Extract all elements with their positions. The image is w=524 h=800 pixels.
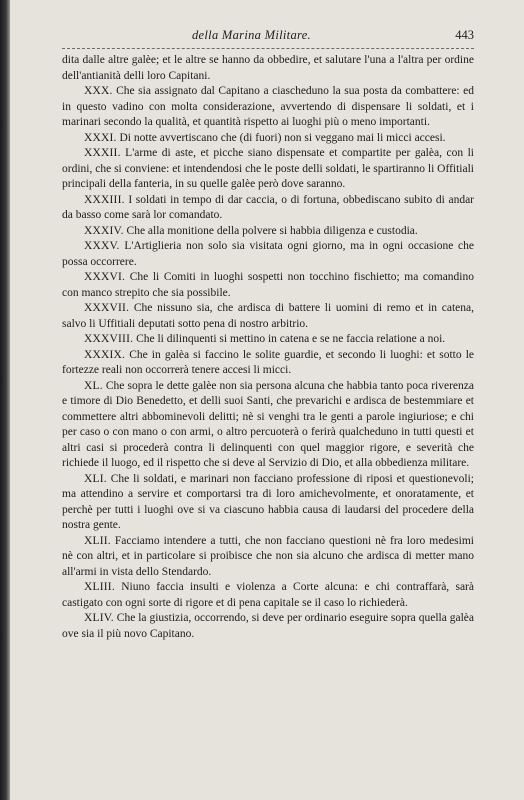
header-rule [62, 48, 474, 49]
article-number: XXXIII. [84, 193, 125, 206]
paragraph [62, 332, 474, 348]
paragraph-text: I soldati in tempo di dar caccia, o di fortuna, obbediscano subito di andar da basso come sarà lor comandato. [62, 193, 474, 221]
paragraph [62, 224, 474, 240]
article-number: XXXI. [84, 131, 117, 144]
page-number: 443 [455, 28, 474, 42]
article-number: XXXIX. [84, 348, 126, 361]
paragraph-text: Che nissuno sia, che ardisca di battere li uomini di remo et in catena, salvo li Uffitiali deputati sotto pena di nostro arbitrio. [62, 302, 474, 330]
paragraph-text: Che sopra le dette galèe non sia persona alcuna che habbia tanto poca riverenza e timore di Dio Benedetto, et delli suoi Santi, che prevarichi e ardisca de bestemmiare et commettere altri abbominevoli delitti; nè si venghi tra le genti a parole ingiuriose; e chi per caso o con mano o con armi, o altro percuoterà o ferirà qualcheduno in tutti questi et altri casi si procederà contra li delinquenti con quel maggior rigore, e severità che richiede il luogo, ed il rispetto che si deve al Servizio di Dio, et alla obbedienza militare. [62, 379, 474, 469]
article-number: XXXVIII. [84, 333, 134, 345]
paragraph-text: Facciamo intendere a tutti, che non facciano questioni nè fra loro medesimi nè con altri, et in particolare si proibisce che non sia alcuno che ardisca di metter mano all'armi in vista dello Stendardo. [62, 534, 474, 578]
article-number: XXX. [84, 85, 113, 97]
page-body [62, 53, 474, 642]
paragraph [62, 472, 474, 534]
paragraph [62, 301, 474, 332]
paragraph [62, 270, 474, 301]
paragraph-text: L'arme di aste, et picche siano dispensate et compartite per galèa, con li ordini, che si conviene: et intendendosi che le poste delli soldati, le spartiranno li Offitiali principali della fanteria, in su quelle galèe però dove saranno. [62, 147, 474, 190]
article-number: XXXIV. [84, 224, 124, 237]
paragraph [62, 131, 474, 147]
article-number: XLIV. [84, 612, 114, 624]
paragraph [62, 348, 474, 379]
paragraph [62, 53, 474, 84]
article-number: XLII. [84, 534, 111, 547]
paragraph-text: Che la giustizia, occorrendo, si deve per ordinario eseguire sopra quella galèa ove sia il più novo Capitano. [62, 612, 474, 640]
page-edge-shadow [0, 0, 10, 800]
paragraph [62, 239, 474, 270]
article-number: XXXII. [84, 147, 121, 159]
article-number: XL. [84, 379, 103, 392]
paragraph [62, 193, 474, 224]
book-page [10, 0, 524, 800]
article-number: XLIII. [84, 581, 115, 593]
paragraph [62, 580, 474, 611]
paragraph-text: Niuno faccia insulti e violenza a Corte alcuna: e chi contraffarà, sarà castigato con ogni sorte di rigore et di pena capitale se il caso lo richiederà. [62, 581, 474, 609]
paragraph [62, 611, 474, 642]
article-number: XXXVII. [84, 302, 130, 314]
paragraph-text: Di notte avvertiscano che (di fuori) non si veggano mai li micci accesi. [116, 131, 446, 144]
paragraph-text: L'Artiglieria non solo sia visitata ogni giorno, ma in ogni occasione che possa occorrere. [62, 240, 474, 268]
paragraph-text: Che li soldati, e marinari non facciano professione di riposi et questionevoli; ma attendino a servire et comportarsi tra di loro amichevolmente, et onoratamente, et perchè per tutti i luoghi ove si va ciascuno habbia causa di laudarsi del procedere della nostra gente. [62, 472, 474, 531]
paragraph-text: Che alla monitione della polvere si habbia diligenza e custodia. [123, 224, 418, 237]
paragraph-text: Che in galèa si faccino le solite guardie, et secondo li luoghi: et sotto le fortezze reali non occorrerà tenere accesi li micci. [62, 348, 474, 376]
page-header [62, 26, 474, 48]
paragraph-text: Che li dilinquenti si mettino in catena e se ne faccia relatione a noi. [133, 333, 446, 345]
paragraph-text: dita dalle altre galèe; et le altre se hanno da obbedire, et salutare l'una a l'altra per ordine dell'antianità delli loro Capitani. [62, 54, 474, 82]
article-number: XXXVI. [84, 271, 126, 283]
paragraph-text: Che sia assignato dal Capitano a ciascheduno la sua posta da combattere: ed in questo vadino con molta considerazione, avvertendo di dispensare li soldati, et i marinari secondo la qualità, et quantità rispetto ai luoghi più o meno importanti. [62, 85, 474, 128]
paragraph [62, 84, 474, 131]
paragraph [62, 146, 474, 193]
running-title: della Marina Militare. [192, 28, 311, 42]
paragraph-text: Che li Comiti in luoghi sospetti non tocchino fischietto; ma comandino con manco strepito che sia possibile. [62, 271, 474, 299]
article-number: XLI. [84, 472, 107, 485]
paragraph [62, 534, 474, 581]
paragraph [62, 379, 474, 472]
article-number: XXXV. [84, 240, 120, 252]
